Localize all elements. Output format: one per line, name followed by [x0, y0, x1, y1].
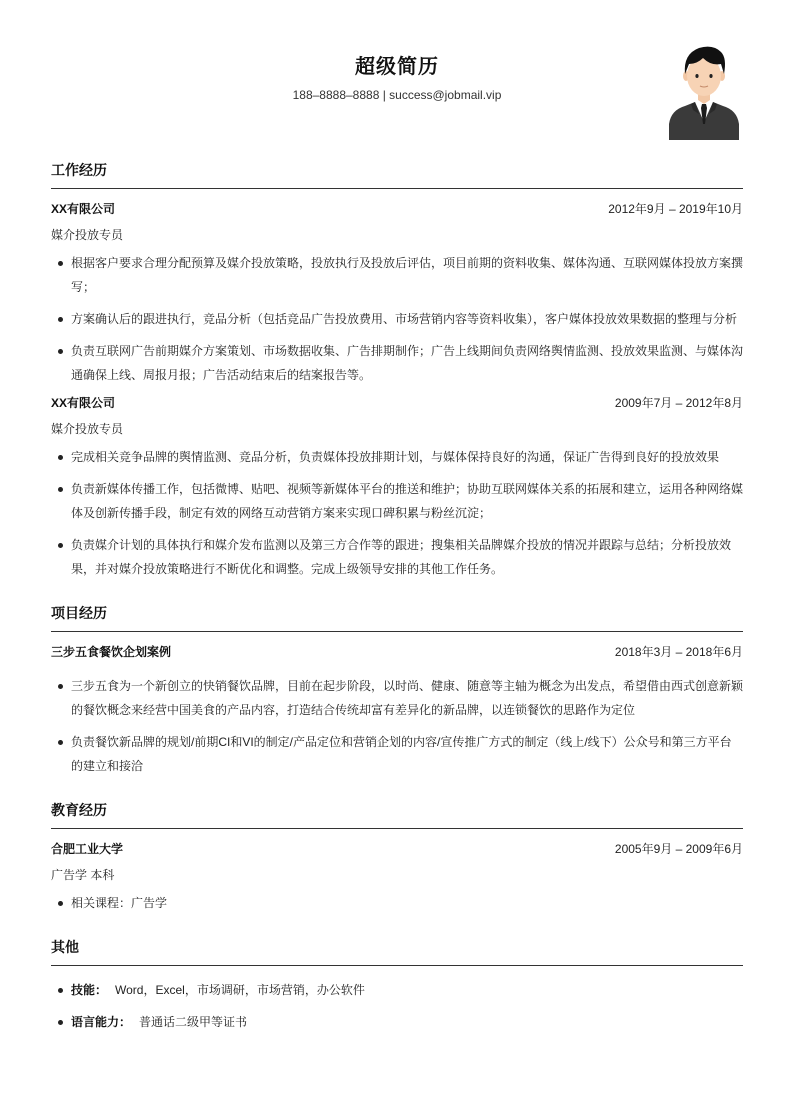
bullet-list — [51, 674, 743, 778]
list-item: 负责互联网广告前期媒介方案策划、市场数据收集、广告排期制作；广告上线期间负责网络舆情监测、投放效果监测、与媒体沟通确保上线、周报月报；广告活动结束后的结案报告等。 — [51, 339, 743, 387]
entry-role: 媒介投放专员 — [51, 422, 124, 436]
contact-info: 188–8888–8888 | success@jobmail.vip — [292, 88, 502, 102]
project-entry — [51, 644, 743, 778]
bullet-list — [51, 978, 743, 1034]
bullet-list — [51, 445, 743, 581]
entry-org: XX有限公司 — [51, 202, 116, 216]
entry-role: 媒介投放专员 — [51, 228, 124, 242]
bullet-list — [51, 891, 743, 915]
section-title-project: 项目经历 — [51, 603, 743, 632]
entry-date: 2012年9月 – 2019年10月 — [608, 202, 743, 216]
work-entry — [51, 201, 743, 387]
list-item: 负责媒介计划的具体执行和媒介发布监测以及第三方合作等的跟进；搜集相关品牌媒介投放的情况并跟踪与总结；分析投放效果，并对媒介投放策略进行不断优化和调整。完成上级领导安排的其他工作任务。 — [51, 533, 743, 581]
work-section — [51, 160, 743, 581]
list-item — [51, 978, 743, 1002]
list-item: 负责新媒体传播工作，包括微博、贴吧、视频等新媒体平台的推送和维护；协助互联网媒体关系的拓展和建立，运用各种网络媒体及创新传播手段，制定有效的网络互动营销方案来实现口碑积累与粉丝沉淀； — [51, 477, 743, 525]
list-item: 相关课程：广告学 — [51, 891, 743, 915]
entry-org: 合肥工业大学 — [51, 842, 124, 856]
skill-value: Word，Excel，市场调研，市场营销，办公软件 — [115, 983, 365, 997]
list-item: 完成相关竞争品牌的舆情监测、竞品分析，负责媒体投放排期计划，与媒体保持良好的沟通，保证广告得到良好的投放效果 — [51, 445, 743, 469]
resume-name: 超级简历 — [355, 56, 439, 78]
education-entry — [51, 841, 743, 915]
project-section — [51, 603, 743, 778]
entry-role: 广告学 本科 — [51, 868, 115, 882]
entry-org: 三步五食餐饮企划案例 — [51, 645, 172, 659]
resume-header — [51, 0, 743, 150]
entry-date: 2018年3月 – 2018年6月 — [614, 645, 743, 659]
list-item: 三步五食为一个新创立的快销餐饮品牌，目前在起步阶段，以时尚、健康、随意等主轴为概念为出发点，希望借由西式创意新颖的餐饮概念来经营中国美食的产品内容，打造结合传统却富有差异化的新品牌，以连锁餐饮的思路作为定位 — [51, 674, 743, 722]
entry-date: 2005年9月 – 2009年6月 — [614, 842, 743, 856]
list-item: 根据客户要求合理分配预算及媒介投放策略，投放执行及投放后评估，项目前期的资料收集、媒体沟通、互联网媒体投放方案撰写； — [51, 251, 743, 299]
skill-label: 技能： — [71, 983, 108, 997]
education-section — [51, 800, 743, 915]
language-value: 普通话二级甲等证书 — [139, 1015, 248, 1029]
entry-date: 2009年7月 – 2012年8月 — [614, 396, 743, 410]
section-title-work: 工作经历 — [51, 160, 743, 189]
bullet-list — [51, 251, 743, 387]
language-label: 语言能力： — [71, 1015, 132, 1029]
other-section — [51, 937, 743, 1034]
list-item: 方案确认后的跟进执行，竞品分析（包括竞品广告投放费用、市场营销内容等资料收集），客户媒体投放效果数据的整理与分析 — [51, 307, 743, 331]
avatar-icon — [669, 44, 739, 140]
section-title-education: 教育经历 — [51, 800, 743, 829]
work-entry — [51, 395, 743, 581]
list-item — [51, 1010, 743, 1034]
section-title-other: 其他 — [51, 937, 743, 966]
entry-org: XX有限公司 — [51, 396, 116, 410]
list-item: 负责餐饮新品牌的规划/前期CI和VI的制定/产品定位和营销企划的内容/宣传推广方式的制定（线上/线下）公众号和第三方平台的建立和接洽 — [51, 730, 743, 778]
